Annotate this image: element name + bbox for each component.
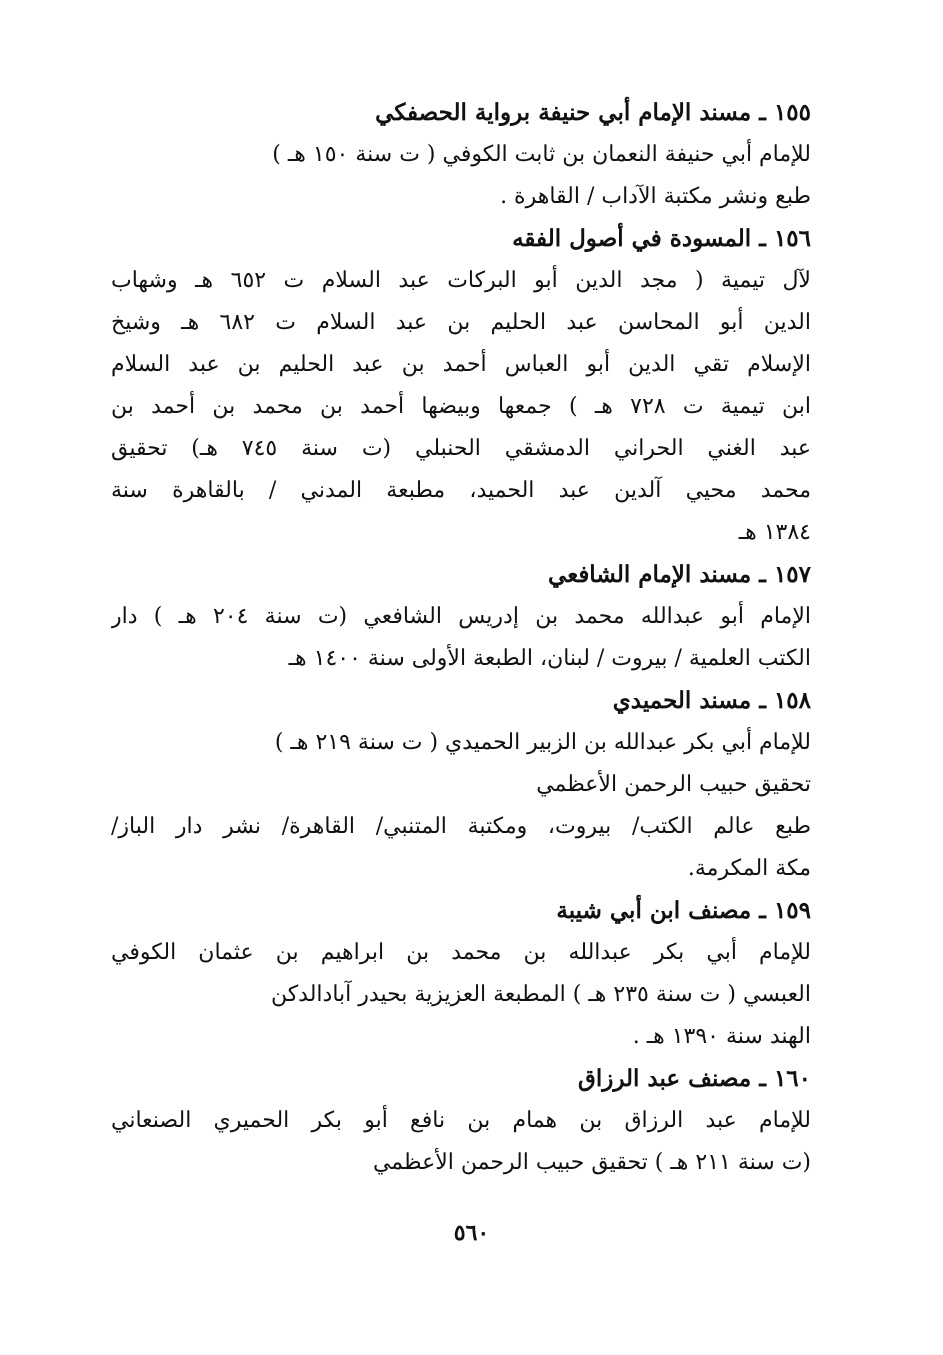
entry-line: طبع عالم الكتب/ بيروت، ومكتبة المتنبي/ القاهرة/ نشر دار الباز/ — [111, 814, 811, 839]
page-number: ٥٦٠ — [453, 1220, 490, 1246]
entry-line: عبد الغني الحراني الدمشقي الحنبلي (ت سنة ٧٤٥ هـ) تحقيق — [111, 436, 811, 461]
entry-line: الإسلام تقي الدين أبو العباس أحمد بن عبد الحليم بن عبد السلام — [111, 352, 811, 377]
entry-line: العبسي ( ت سنة ٢٣٥ هـ ) المطبعة العزيزية بحيدر آبادالدكن — [270, 982, 811, 1007]
entry-line: للإمام أبي بكر عبدالله بن محمد بن ابراهيم بن عثمان الكوفي — [111, 940, 811, 965]
entry-line: مكة المكرمة. — [687, 856, 811, 881]
entry-line: ١٣٨٤ هـ — [738, 520, 811, 545]
entry-160 — [111, 1058, 811, 1184]
entry-heading: ١٥٩ ـ مصنف ابن أبي شيبة — [556, 897, 811, 924]
entry-line: ابن تيمية ت ٧٢٨ هـ ) جمعها وبيضها أحمد بن محمد بن أحمد بن — [111, 394, 811, 419]
entry-line: للإمام أبي حنيفة النعمان بن ثابت الكوفي ( ت سنة ١٥٠ هـ ) — [272, 142, 811, 167]
entry-156 — [111, 218, 811, 554]
entry-line: الهند سنة ١٣٩٠ هـ . — [632, 1024, 811, 1049]
entry-line: محمد محيي آلدين عبد الحميد، مطبعة المدني / بالقاهرة سنة — [111, 478, 811, 503]
entry-line: للإمام عبد الرزاق بن همام بن نافع أبو بكر الحميري الصنعاني — [111, 1108, 811, 1133]
entry-155 — [111, 92, 811, 218]
entry-158 — [111, 680, 811, 890]
entry-line: طبع ونشر مكتبة الآداب / القاهرة . — [500, 184, 811, 209]
entry-line: الكتب العلمية / بيروت / لبنان، الطبعة الأولى سنة ١٤٠٠ هـ — [288, 646, 811, 671]
entry-line: (ت سنة ٢١١ هـ ) تحقيق حبيب الرحمن الأعظمي — [372, 1150, 811, 1175]
entry-line: الدين أبو المحاسن عبد الحليم بن عبد السلام ت ٦٨٢ هـ وشيخ — [111, 310, 811, 335]
entry-line: الإمام أبو عبدالله محمد بن إدريس الشافعي (ت سنة ٢٠٤ هـ ) دار — [111, 604, 811, 629]
entry-heading: ١٥٦ ـ المسودة في أصول الفقه — [512, 225, 811, 252]
entry-157 — [111, 554, 811, 680]
entry-159 — [111, 890, 811, 1058]
entry-line: تحقيق حبيب الرحمن الأعظمي — [536, 772, 811, 797]
entry-heading: ١٥٨ ـ مسند الحميدي — [612, 687, 811, 714]
entry-heading: ١٦٠ ـ مصنف عبد الرزاق — [577, 1065, 811, 1092]
entry-heading: ١٥٧ ـ مسند الإمام الشافعي — [548, 561, 811, 588]
entry-line: لآل تيمية ( مجد الدين أبو البركات عبد السلام ت ٦٥٢ هـ وشهاب — [111, 268, 811, 293]
bibliography-list — [111, 92, 811, 1184]
entry-heading: ١٥٥ ـ مسند الإمام أبي حنيفة برواية الحصفكي — [375, 99, 811, 126]
entry-line: للإمام أبي بكر عبدالله بن الزبير الحميدي ( ت سنة ٢١٩ هـ ) — [274, 730, 811, 755]
